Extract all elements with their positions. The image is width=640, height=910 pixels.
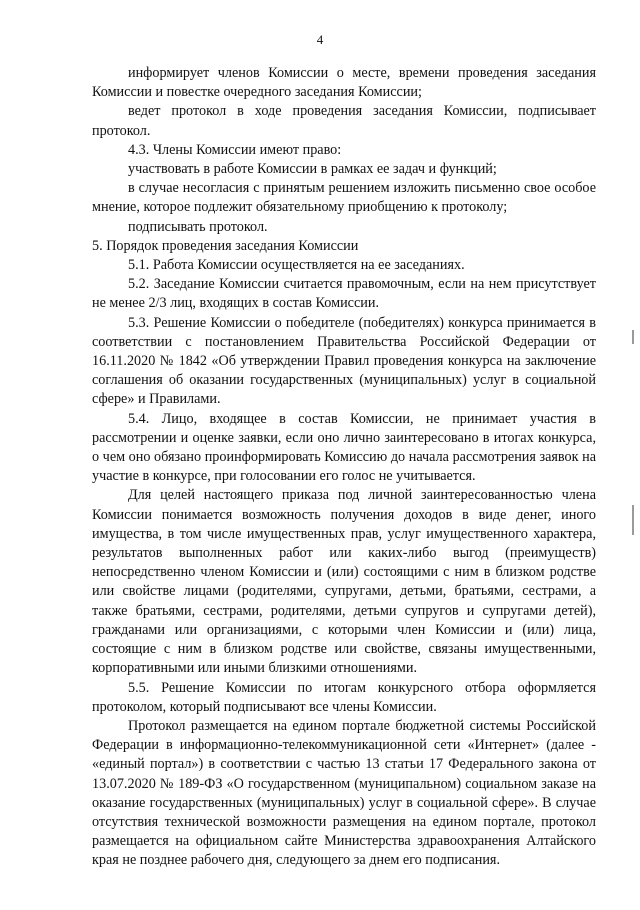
paragraph: в случае несогласия с принятым решением изложить письменно свое особое мнение, которое подлежит обязательному приобщению к протоколу; xyxy=(92,180,596,216)
section-heading: 5. Порядок проведения заседания Комиссии xyxy=(92,237,359,254)
paragraph: 5.2. Заседание Комиссии считается правомочным, если на нем присутствует не менее 2/3 лиц, входящих в состав Комиссии. xyxy=(92,276,596,312)
page-number: 4 xyxy=(316,32,324,47)
paragraph: 5.5. Решение Комиссии по итогам конкурсного отбора оформляется протоколом, который подписывают все члены Комиссии. xyxy=(92,679,596,715)
paragraph: информирует членов Комиссии о месте, времени проведения заседания Комиссии и повестке очередного заседания Комиссии; xyxy=(92,65,596,101)
paragraph: 5.4. Лицо, входящее в состав Комиссии, не принимает участия в рассмотрении и оценке заявки, если оно лично заинтересовано в итогах конкурса, о чем оно обязано проинформировать Комиссию до начала рассмотрения заявок на участие в конкурсе, при голосовании его голос не учитывается. xyxy=(92,410,596,485)
paragraph: Протокол размещается на едином портале бюджетной системы Российской Федерации в информационно-телекоммуникационной сети «Интернет» (далее - «единый портал») в соответствии с частью 13 статьи 17 Федерального закона от 13.07.2020 № 189-ФЗ «О государственном (муниципальном) социальном заказе на оказание государственных (муниципальных) услуг в социальной сфере». В случае отсутствия технической возможности размещения на едином портале, протокол размещается на официальном сайте Министерства здравоохранения Алтайского края не позднее рабочего дня, следующего за днем его подписания. xyxy=(92,717,596,869)
paragraph: 4.3. Члены Комиссии имеют право: xyxy=(128,141,342,158)
document-body xyxy=(92,64,596,871)
scan-artifact xyxy=(632,505,634,535)
paragraph: ведет протокол в ходе проведения заседания Комиссии, подписывает протокол. xyxy=(92,103,596,139)
scan-artifact xyxy=(632,330,634,344)
paragraph: 5.3. Решение Комиссии о победителе (победителях) конкурса принимается в соответствии с постановлением Правительства Российской Федерации от 16.11.2020 № 1842 «Об утверждении Правил проведения конкурса на заключение соглашения об оказании государственных (муниципальных) услуг в социальной сфере» и Правилами. xyxy=(92,314,596,408)
paragraph: Для целей настоящего приказа под личной заинтересованностью члена Комиссии понимается возможность получения доходов в виде денег, иного имущества, в том числе имущественных прав, услуг имущественного характера, результатов выполненных работ или каких-либо выгод (преимуществ) непосредственно членом Комиссии и (или) состоящими с ним в близком родстве или свойстве лицами (родителями, супругами, детьми, братьями, сестрами, а также братьями, сестрами, родителями, детьми супругов и супругами детей), гражданами или организациями, с которыми член Комиссии и (или) лица, состоящие с ним в близком родстве или свойстве, связаны имущественными, корпоративными или иными близкими отношениями. xyxy=(92,487,596,677)
paragraph: участвовать в работе Комиссии в рамках ее задач и функций; xyxy=(128,161,497,178)
paragraph: 5.1. Работа Комиссии осуществляется на ее заседаниях. xyxy=(128,257,465,274)
paragraph: подписывать протокол. xyxy=(128,218,268,235)
